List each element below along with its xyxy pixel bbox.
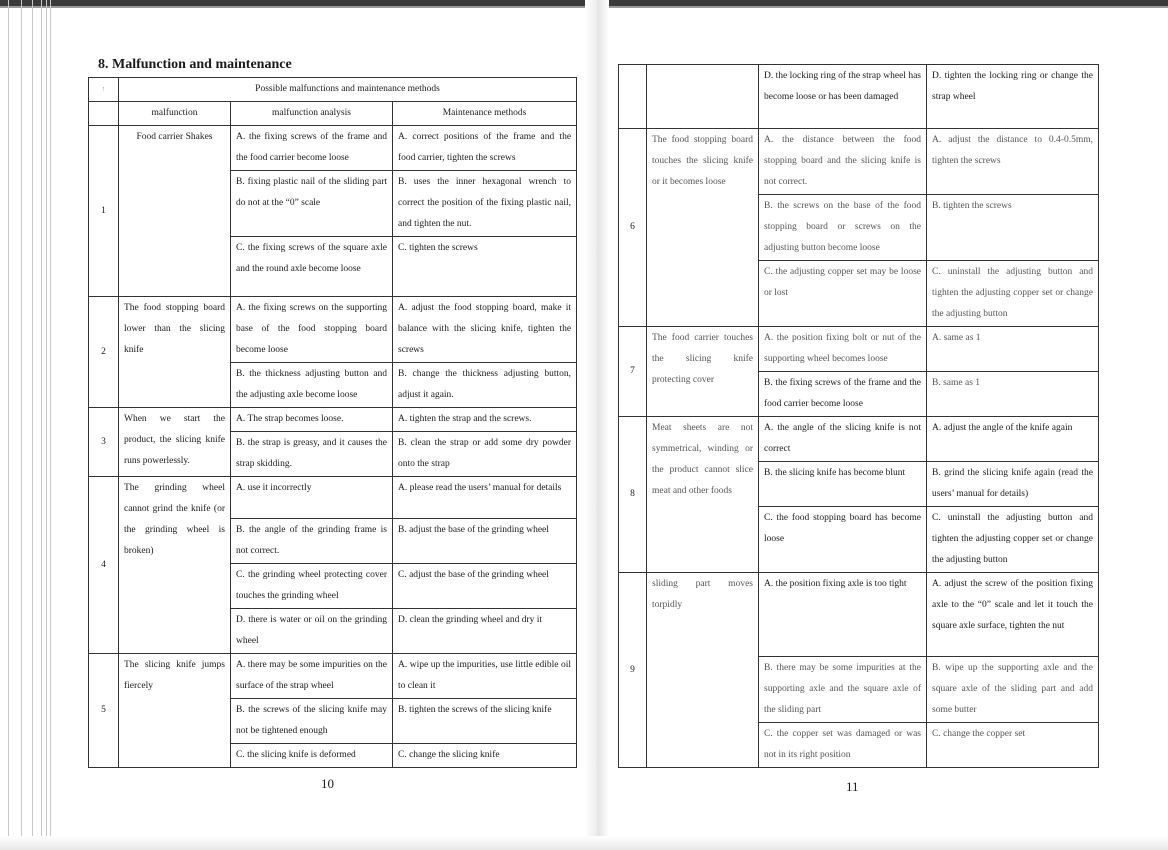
- method-cell: A. please read the users’ manual for details: [393, 477, 577, 519]
- binding-line: [46, 0, 47, 850]
- analysis-cell: B. there may be some impurities at the supporting axle and the square axle of the sliding part: [759, 657, 927, 723]
- analysis-cell: B. the thickness adjusting button and the adjusting axle become loose: [231, 363, 393, 408]
- scan-top-edge-shadow: [0, 6, 1168, 8]
- table-caption: Possible malfunctions and maintenance methods: [119, 78, 577, 102]
- malfunction-cell: When we start the product, the slicing knife runs powerlessly.: [119, 408, 231, 477]
- method-cell: A. tighten the strap and the screws.: [393, 408, 577, 432]
- analysis-cell: A. use it incorrectly: [231, 477, 393, 519]
- malfunction-cell: sliding part moves torpidly: [647, 573, 759, 768]
- method-cell: C. tighten the screws: [393, 237, 577, 297]
- malfunction-table-right: [618, 64, 1099, 768]
- analysis-cell: C. the fixing screws of the square axle and the round axle become loose: [231, 237, 393, 297]
- scan-bottom-edge: [0, 836, 1168, 850]
- analysis-cell: A. the fixing screws of the frame and the food carrier become loose: [231, 126, 393, 171]
- method-cell: C. change the slicing knife: [393, 744, 577, 768]
- analysis-cell: C. the food stopping board has become loose: [759, 507, 927, 573]
- analysis-cell: A. the distance between the food stopping board and the slicing knife is not correct.: [759, 129, 927, 195]
- analysis-cell: B. the strap is greasy, and it causes the strap skidding.: [231, 432, 393, 477]
- malfunction-cell: The grinding wheel cannot grind the knife (or the grinding wheel is broken): [119, 477, 231, 654]
- method-cell: C. uninstall the adjusting button and tighten the adjusting copper set or change the adjusting button: [927, 261, 1099, 327]
- analysis-cell: A. the angle of the slicing knife is not correct: [759, 417, 927, 462]
- analysis-cell: C. the grinding wheel protecting cover touches the grinding wheel: [231, 564, 393, 609]
- analysis-cell: A. there may be some impurities on the surface of the strap wheel: [231, 654, 393, 699]
- malfunction-cell: Meat sheets are not symmetrical, winding or the product cannot slice meat and other foods: [647, 417, 759, 573]
- method-cell: B. tighten the screws of the slicing knife: [393, 699, 577, 744]
- analysis-cell: A. the position fixing axle is too tight: [759, 573, 927, 657]
- method-cell: A. correct positions of the frame and the food carrier, tighten the screws: [393, 126, 577, 171]
- malfunction-cell: The slicing knife jumps fiercely: [119, 654, 231, 768]
- malfunction-cell: The food carrier touches the slicing knife protecting cover: [647, 327, 759, 417]
- binding-line: [41, 0, 42, 850]
- analysis-cell: D. there is water or oil on the grinding wheel: [231, 609, 393, 654]
- analysis-cell: A. the fixing screws on the supporting base of the food stopping board become loose: [231, 297, 393, 363]
- analysis-cell: A. the position fixing bolt or nut of the supporting wheel becomes loose: [759, 327, 927, 372]
- table-marker: ↑: [89, 78, 119, 102]
- malfunction-cell: Food carrier Shakes: [119, 126, 231, 297]
- method-cell: B. tighten the screws: [927, 195, 1099, 261]
- binding-line: [32, 0, 33, 850]
- method-cell: B. grind the slicing knife again (read the users’ manual for details): [927, 462, 1099, 507]
- section-title: 8. Malfunction and maintenance: [98, 57, 292, 72]
- header-methods: Maintenance methods: [393, 102, 577, 126]
- malfunction-cell: The food stopping board touches the slicing knife or it becomes loose: [647, 129, 759, 327]
- row-number: 4: [89, 477, 119, 654]
- row-number: 2: [89, 297, 119, 408]
- analysis-cell: B. the angle of the grinding frame is not correct.: [231, 519, 393, 564]
- malfunction-table-left: [88, 77, 577, 768]
- analysis-cell: A. The strap becomes loose.: [231, 408, 393, 432]
- malfunction-cell: The food stopping board lower than the slicing knife: [119, 297, 231, 408]
- analysis-cell: B. the screws on the base of the food stopping board or screws on the adjusting button become loose: [759, 195, 927, 261]
- method-cell: C. uninstall the adjusting button and tighten the adjusting copper set or change the adjusting button: [927, 507, 1099, 573]
- method-cell: B. uses the inner hexagonal wrench to correct the position of the fixing plastic nail, and tighten the nut.: [393, 171, 577, 237]
- row-number: 9: [619, 573, 647, 768]
- analysis-cell: B. the screws of the slicing knife may not be tightened enough: [231, 699, 393, 744]
- analysis-cell: B. the slicing knife has become blunt: [759, 462, 927, 507]
- analysis-cell: C. the slicing knife is deformed: [231, 744, 393, 768]
- row-number: 7: [619, 327, 647, 417]
- method-cell: A. adjust the angle of the knife again: [927, 417, 1099, 462]
- header-blank-cell: [89, 102, 119, 126]
- method-cell: A. wipe up the impurities, use little edible oil to clean it: [393, 654, 577, 699]
- method-cell: A. adjust the food stopping board, make it balance with the slicing knife, tighten the screws: [393, 297, 577, 363]
- method-cell: A. same as 1: [927, 327, 1099, 372]
- page-number-right: 11: [846, 779, 859, 794]
- analysis-cell: C. the copper set was damaged or was not in its right position: [759, 723, 927, 768]
- method-cell: A. adjust the distance to 0.4-0.5mm, tighten the screws: [927, 129, 1099, 195]
- analysis-cell: C. the adjusting copper set may be loose or lost: [759, 261, 927, 327]
- method-cell: C. adjust the base of the grinding wheel: [393, 564, 577, 609]
- method-cell: B. wipe up the supporting axle and the square axle of the sliding part and add some butter: [927, 657, 1099, 723]
- binding-line: [50, 0, 51, 850]
- method-cell: B. clean the strap or add some dry powder onto the strap: [393, 432, 577, 477]
- analysis-cell: D. the locking ring of the strap wheel has become loose or has been damaged: [759, 65, 927, 129]
- method-cell: A. adjust the screw of the position fixing axle to the “0” scale and let it touch the square axle surface, tighten the nut: [927, 573, 1099, 657]
- page-fold: [585, 0, 609, 850]
- header-malfunction: malfunction: [119, 102, 231, 126]
- row-number: 6: [619, 129, 647, 327]
- binding-line: [8, 0, 9, 850]
- method-cell: D. tighten the locking ring or change the strap wheel: [927, 65, 1099, 129]
- row-number: 5: [89, 654, 119, 768]
- row-number: [619, 65, 647, 129]
- page-number-left: 10: [321, 776, 334, 791]
- header-analysis: malfunction analysis: [231, 102, 393, 126]
- method-cell: B. adjust the base of the grinding wheel: [393, 519, 577, 564]
- analysis-cell: B. fixing plastic nail of the sliding part do not at the “0” scale: [231, 171, 393, 237]
- method-cell: D. clean the grinding wheel and dry it: [393, 609, 577, 654]
- analysis-cell: B. the fixing screws of the frame and the food carrier become loose: [759, 372, 927, 417]
- row-number: 8: [619, 417, 647, 573]
- malfunction-cell: [647, 65, 759, 129]
- binding-line: [21, 0, 22, 850]
- row-number: 3: [89, 408, 119, 477]
- method-cell: B. change the thickness adjusting button, adjust it again.: [393, 363, 577, 408]
- method-cell: C. change the copper set: [927, 723, 1099, 768]
- method-cell: B. same as 1: [927, 372, 1099, 417]
- row-number: 1: [89, 126, 119, 297]
